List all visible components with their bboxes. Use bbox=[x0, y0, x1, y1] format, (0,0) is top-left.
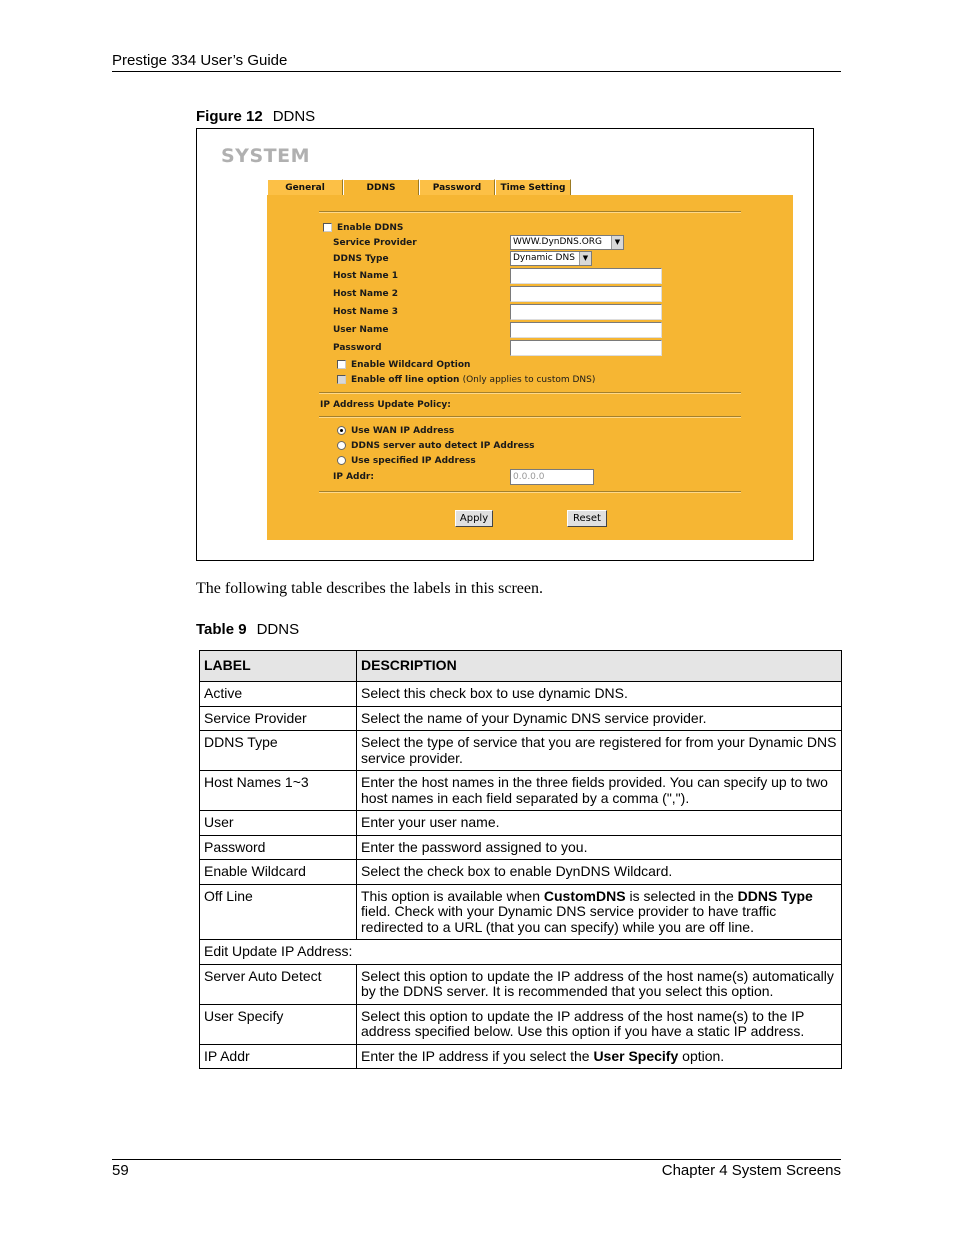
ddns-type-label: DDNS Type bbox=[333, 254, 389, 264]
host-name-3-input[interactable] bbox=[510, 304, 662, 320]
enable-ddns-label: Enable DDNS bbox=[337, 223, 404, 233]
user-name-label: User Name bbox=[333, 325, 389, 335]
row-description: Select the type of service that you are registered for from your Dynamic DNS service provider. bbox=[357, 731, 842, 771]
table-row bbox=[200, 811, 842, 836]
table-row bbox=[200, 1004, 842, 1044]
radio-use-wan-ip[interactable] bbox=[337, 426, 346, 435]
service-provider-select[interactable] bbox=[510, 235, 624, 250]
host-name-3-label: Host Name 3 bbox=[333, 307, 398, 317]
password-label: Password bbox=[333, 343, 382, 353]
ddns-type-select[interactable] bbox=[510, 251, 592, 266]
header-rule bbox=[112, 71, 841, 72]
radio-use-wan-ip-label: Use WAN IP Address bbox=[351, 426, 455, 436]
table-row bbox=[200, 682, 842, 707]
tab-password[interactable]: Password bbox=[419, 179, 495, 195]
divider bbox=[319, 416, 741, 418]
row-description: Enter the host names in the three fields provided. You can specify up to two host names in each field separated by a comma (","). bbox=[357, 771, 842, 811]
intro-text: The following table describes the labels in this screen. bbox=[196, 580, 544, 597]
chapter-title: Chapter 4 System Screens bbox=[661, 1162, 841, 1179]
tab-bar bbox=[267, 179, 571, 195]
host-name-2-input[interactable] bbox=[510, 286, 662, 302]
reset-button[interactable]: Reset bbox=[567, 510, 607, 527]
offline-label-text: Enable off line option bbox=[351, 375, 460, 385]
table-row bbox=[200, 771, 842, 811]
divider bbox=[319, 491, 741, 493]
host-name-2-label: Host Name 2 bbox=[333, 289, 398, 299]
ddns-type-value: Dynamic DNS bbox=[513, 253, 575, 263]
desc-text: option. bbox=[678, 1047, 725, 1064]
table-caption bbox=[196, 621, 299, 638]
chevron-down-icon: ▼ bbox=[579, 252, 591, 265]
row-label: Active bbox=[200, 682, 357, 707]
desc-bold: DDNS Type bbox=[737, 887, 813, 904]
table-row bbox=[200, 884, 842, 940]
figure-title: DDNS bbox=[272, 108, 316, 125]
row-description: Select this option to update the IP address of the host name(s) to the IP address specified below. Use this option if you have a static IP address. bbox=[357, 1004, 842, 1044]
enable-ddns-checkbox[interactable] bbox=[323, 223, 332, 232]
divider bbox=[319, 211, 741, 213]
row-label: Server Auto Detect bbox=[200, 964, 357, 1004]
row-label: User bbox=[200, 811, 357, 836]
row-description bbox=[357, 1044, 842, 1069]
figure-screenshot bbox=[196, 128, 814, 561]
password-input[interactable] bbox=[510, 340, 662, 356]
row-description: Select the check box to enable DynDNS Wildcard. bbox=[357, 860, 842, 885]
radio-auto-detect-label: DDNS server auto detect IP Address bbox=[351, 441, 535, 451]
host-name-1-input[interactable] bbox=[510, 268, 662, 284]
host-name-1-label: Host Name 1 bbox=[333, 271, 398, 281]
table-row bbox=[200, 835, 842, 860]
row-description: Select the name of your Dynamic DNS service provider. bbox=[357, 706, 842, 731]
row-label: Enable Wildcard bbox=[200, 860, 357, 885]
row-description: Enter the password assigned to you. bbox=[357, 835, 842, 860]
radio-selected-dot bbox=[340, 429, 343, 432]
row-label: IP Addr bbox=[200, 1044, 357, 1069]
divider bbox=[319, 392, 741, 394]
service-provider-label: Service Provider bbox=[333, 238, 417, 248]
radio-specified-ip[interactable] bbox=[337, 456, 346, 465]
figure-label: Figure 12 bbox=[196, 108, 263, 125]
desc-text: is selected in the bbox=[625, 887, 738, 904]
row-description: Select this option to update the IP address of the host name(s) automatically by the DDNS server. It is recommended that you select this option. bbox=[357, 964, 842, 1004]
row-label: Off Line bbox=[200, 884, 357, 940]
offline-note: (Only applies to custom DNS) bbox=[462, 375, 596, 385]
tab-time-setting[interactable]: Time Setting bbox=[495, 179, 571, 195]
tab-general[interactable]: General bbox=[267, 179, 343, 195]
footer-rule bbox=[112, 1159, 841, 1160]
table-row bbox=[200, 860, 842, 885]
running-header: Prestige 334 User’s Guide bbox=[112, 52, 288, 69]
row-label: User Specify bbox=[200, 1004, 357, 1044]
user-name-input[interactable] bbox=[510, 322, 662, 338]
table-row bbox=[200, 706, 842, 731]
table-row-section bbox=[200, 940, 842, 965]
figure-caption bbox=[196, 108, 315, 125]
section-label: Edit Update IP Address: bbox=[200, 940, 842, 965]
desc-bold: User Specify bbox=[593, 1047, 679, 1064]
table-row bbox=[200, 1044, 842, 1069]
policy-heading: IP Address Update Policy: bbox=[320, 400, 451, 410]
row-label: Service Provider bbox=[200, 706, 357, 731]
table-header-row bbox=[200, 651, 842, 682]
row-label: Password bbox=[200, 835, 357, 860]
system-heading: SYSTEM bbox=[221, 145, 310, 167]
ip-addr-label: IP Addr: bbox=[333, 472, 374, 482]
radio-auto-detect[interactable] bbox=[337, 441, 346, 450]
header-label: LABEL bbox=[200, 651, 357, 682]
table-label: Table 9 bbox=[196, 621, 247, 638]
offline-checkbox[interactable] bbox=[337, 375, 346, 384]
radio-specified-ip-label: Use specified IP Address bbox=[351, 456, 476, 466]
chevron-down-icon: ▼ bbox=[611, 236, 623, 249]
row-description: Select this check box to use dynamic DNS. bbox=[357, 682, 842, 707]
desc-bold: CustomDNS bbox=[543, 887, 626, 904]
page-number: 59 bbox=[112, 1162, 129, 1179]
wildcard-label: Enable Wildcard Option bbox=[351, 360, 471, 370]
ip-addr-input[interactable]: 0.0.0.0 bbox=[510, 469, 594, 485]
row-label: DDNS Type bbox=[200, 731, 357, 771]
table-title: DDNS bbox=[256, 621, 300, 638]
row-description: Enter your user name. bbox=[357, 811, 842, 836]
desc-text: This option is available when bbox=[361, 887, 544, 904]
header-description: DESCRIPTION bbox=[357, 651, 842, 682]
desc-text: Enter the IP address if you select the bbox=[361, 1047, 594, 1064]
desc-text: field. Check with your Dynamic DNS service provider to have traffic redirected to a URL (that you can specify) while you are off line. bbox=[361, 903, 777, 935]
ddns-panel bbox=[267, 195, 793, 540]
service-provider-value: WWW.DynDNS.ORG bbox=[513, 237, 603, 247]
offline-label bbox=[351, 374, 595, 386]
apply-button[interactable]: Apply bbox=[455, 510, 493, 527]
table-row bbox=[200, 731, 842, 771]
table-row bbox=[200, 964, 842, 1004]
wildcard-checkbox[interactable] bbox=[337, 360, 346, 369]
ddns-label-table bbox=[199, 650, 842, 1069]
row-label: Host Names 1~3 bbox=[200, 771, 357, 811]
row-description bbox=[357, 884, 842, 940]
tab-ddns[interactable]: DDNS bbox=[343, 179, 419, 195]
